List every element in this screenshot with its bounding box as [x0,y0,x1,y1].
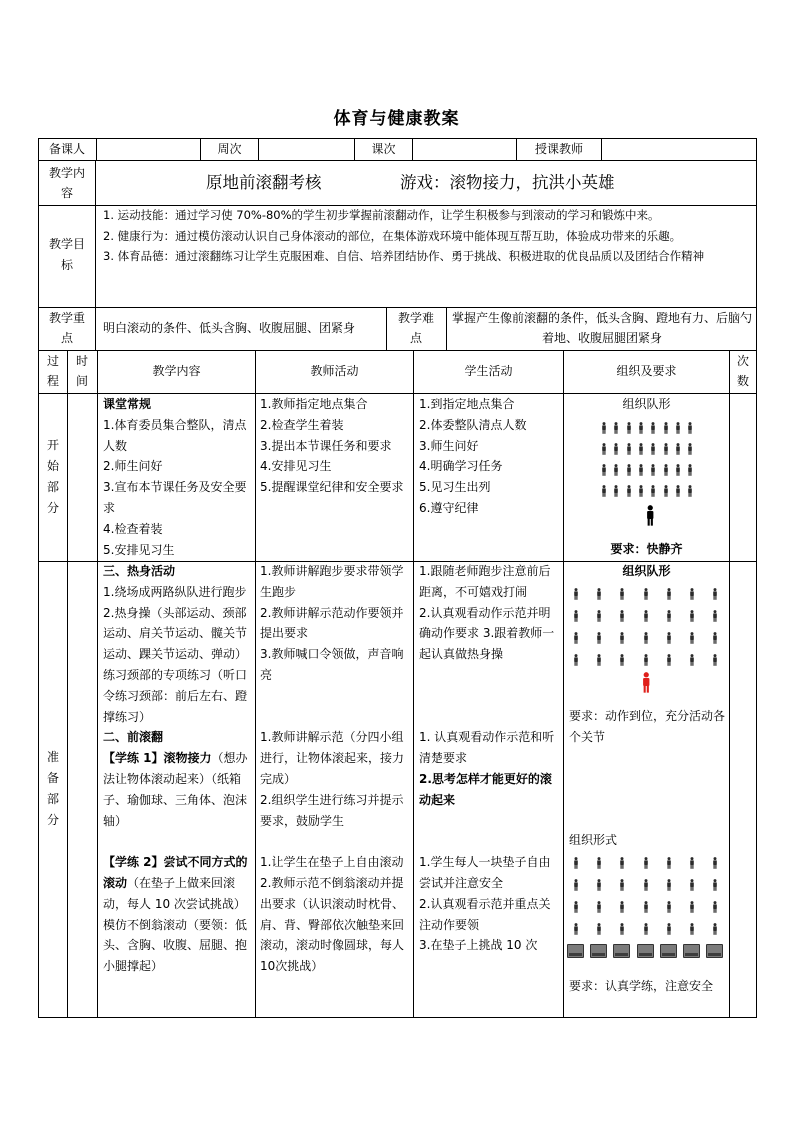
student-figure-icon [613,440,619,459]
student-figure-icon [650,440,656,459]
goal-item: 1. 运动技能：通过学习使 70%-80%的学生初步掌握前滚翻动作，让学生积极参与到滚动的学习和锻炼中来。 [103,208,660,222]
lesson-label: 课次 [371,142,396,156]
header-organization: 组织及要求 [616,364,677,378]
start-student-item: 1.到指定地点集合 [419,397,515,411]
student-figure-icon [619,629,625,648]
start-teacher-item: 3.提出本节课任务和要求 [260,438,392,453]
prep-teacher-item: 1.教师讲解跑步要求带领学生跑步 [260,564,404,599]
start-teacher [260,394,410,560]
student-figure-icon [666,898,672,917]
prep-formation [564,580,729,700]
teacher-figure-icon [641,672,652,697]
goal-item: 2. 健康行为：通过模仿滚动认识自己身体滚动的部位，在集体游戏环境中能体现互帮互助，体验成功带来的乐趣。 [103,228,682,243]
week-label: 周次 [217,142,242,156]
prep-student-item: 2.认真观看示范并重点关注动作要领 [419,896,551,932]
student-figure-icon [689,651,695,670]
content-label: 教学内容 [48,166,85,200]
student-figure-icon [666,854,672,873]
header-count: 次数 [736,354,749,388]
lesson-value [413,139,516,160]
start-org-requirement: 要求：快静齐 [610,542,683,556]
prep-student-item: 3.在垫子上挑战 10 次 [419,938,538,953]
start-student-item: 4.明确学习任务 [419,459,503,474]
mat-icon [660,944,677,958]
student-figure-icon [596,898,602,917]
student-figure-icon [601,482,607,501]
student-figure-icon [666,629,672,648]
section-start-label: 开始部分 [46,438,59,515]
student-figure-icon [643,898,649,917]
student-figure-icon [675,461,681,480]
student-figure-icon [712,876,718,895]
student-figure-icon [675,482,681,501]
student-figure-icon [596,585,602,604]
start-student-item: 5.见习生出列 [419,480,491,495]
student-figure-icon [573,854,579,873]
mat-icon [706,944,723,958]
student-figure-icon [601,419,607,438]
prep-student-item: 1.跟随老师跑步注意前后距离，不可嬉戏打闹 [419,564,551,599]
start-teacher-item: 5.提醒课堂纪律和安全要求 [260,480,404,495]
student-figure-icon [666,651,672,670]
start-content-item: 4.检查着装 [103,521,163,536]
student-figure-icon [613,482,619,501]
student-figure-icon [687,461,693,480]
prep-teacher-item: 3.教师喊口令领做，声音响亮 [260,647,404,682]
start-content-title: 课堂常规 [103,397,152,411]
drill2-extra: 模仿不倒翁滚动（要领：低头、含胸、收腹、屈腿、抱小腿撑起） [103,917,248,974]
student-figure-icon [712,920,718,939]
prep-org-title: 组织队形 [622,564,671,578]
student-figure-icon [619,920,625,939]
prep-student-item: 1. 认真观看动作示范和听清楚要求 [419,730,555,766]
student-figure-icon [638,482,644,501]
student-figure-icon [650,482,656,501]
student-figure-icon [638,461,644,480]
student-figure-icon [687,482,693,501]
student-figure-icon [666,585,672,604]
student-figure-icon [712,854,718,873]
mat-icon [590,944,607,958]
student-figure-icon [596,651,602,670]
teacher-label: 授课教师 [534,142,583,156]
header-teacher: 教师活动 [310,364,359,378]
preparer-label: 备课人 [48,142,85,156]
student-figure-icon [601,440,607,459]
start-teacher-item: 4.安排见习生 [260,459,332,474]
prep-student-item: 2.认真观看动作示范并明确动作要求 3.跟着教师一起认真做热身操 [419,605,555,662]
student-figure-icon [689,629,695,648]
mat-icon [637,944,654,958]
student-figure-icon [596,629,602,648]
start-content [103,394,252,560]
header-time: 时间 [75,354,88,388]
student-figure-icon [712,651,718,670]
student-figure-icon [619,651,625,670]
start-content-item: 5.安排见习生 [103,542,175,557]
student-figure-icon [596,876,602,895]
prep-teacher-item: 1.让学生在垫子上自由滚动 [260,855,404,870]
student-figure-icon [638,440,644,459]
student-figure-icon [712,629,718,648]
student-figure-icon [643,920,649,939]
difficulty-label: 教学难点 [397,311,434,345]
student-figure-icon [712,585,718,604]
start-student-item: 6.遵守纪律 [419,500,479,515]
student-figure-icon [643,854,649,873]
roll-title: 二、前滚翻 [103,730,164,745]
prep-teacher-item: 1.教师讲解示范（分四小组进行，让物体滚起来，接力完成） [260,730,405,786]
student-figure-icon [687,419,693,438]
student-figure-icon [712,607,718,626]
warmup-title: 三、热身活动 [103,564,176,578]
student-figure-icon [619,876,625,895]
start-formation [564,412,729,532]
student-figure-icon [689,854,695,873]
student-figure-icon [663,461,669,480]
header-content: 教学内容 [152,364,201,378]
content-game: 游戏：滚物接力，抗洪小英雄 [400,173,615,192]
student-figure-icon [643,585,649,604]
student-figure-icon [687,440,693,459]
week-value [259,139,354,160]
student-figure-icon [663,440,669,459]
warmup-item: 1.绕场成两路纵队进行跑步 [103,584,247,599]
student-figure-icon [689,585,695,604]
student-figure-icon [573,920,579,939]
drill2-tag: 【学练 2】尝试不同方式的滚动 [103,855,248,890]
prep-teacher-item: 2.教师示范不倒翁滚动并提出要求（认识滚动时枕骨、肩、背、臀部依次触垫来回滚动，滚动时像圆球，每人 10次挑战） [260,875,405,974]
student-figure-icon [689,607,695,626]
student-figure-icon [619,607,625,626]
start-student-item: 2.体委整队清点人数 [419,417,527,432]
drill2-text: （在垫子上做来回滚动，每人 10 次尝试挑战） [103,875,246,911]
student-figure-icon [573,585,579,604]
student-figure-icon [666,607,672,626]
student-figure-icon [643,651,649,670]
student-figure-icon [643,607,649,626]
prep-org-requirement: 要求：动作到位，充分活动各个关节 [569,709,726,744]
start-student-item: 3.师生问好 [419,438,479,453]
key-points-value: 明白滚动的条件、低头含胸、收腹屈腿、团紧身 [103,321,356,335]
student-figure-icon [573,629,579,648]
student-figure-icon [643,876,649,895]
student-figure-icon [689,876,695,895]
mat-icon [683,944,700,958]
student-figure-icon [666,876,672,895]
preparer-value [97,139,200,160]
difficulty-value: 掌握产生像前滚翻的条件，低头含胸、蹬地有力、后脑勺着地、收腹屈腿团紧身 [451,311,752,345]
goals-label: 教学目标 [48,237,85,272]
student-figure-icon [619,854,625,873]
key-points-label: 教学重点 [48,311,85,345]
prep-teacher-item: 2.组织学生进行练习并提示要求，鼓励学生 [260,792,404,828]
student-figure-icon [619,585,625,604]
prep-org-title2: 组织形式 [569,833,618,847]
student-figure-icon [675,419,681,438]
student-figure-icon [666,920,672,939]
start-content-item: 1.体育委员集合整队，清点人数 [103,417,247,453]
start-teacher-item: 2.检查学生着装 [260,417,344,432]
teacher-figure-icon [645,505,656,530]
student-figure-icon [712,898,718,917]
student-figure-icon [638,419,644,438]
header-student: 学生活动 [464,364,513,378]
student-figure-icon [613,419,619,438]
prep-org-requirement2: 要求：认真学练，注意安全 [569,979,714,993]
student-figure-icon [596,607,602,626]
student-figure-icon [663,419,669,438]
student-figure-icon [619,898,625,917]
goal-item: 3. 体育品德：通过滚翻练习让学生克服困难、自信、培养团结协作、勇于挑战、积极进取的优良品质以及团结合作精神 [103,249,705,263]
student-figure-icon [626,419,632,438]
start-student [419,394,561,560]
mat-icon [567,944,584,958]
start-org-title: 组织队形 [622,397,671,411]
prep-student-item: 2.思考怎样才能更好的滚动起来 [419,771,552,807]
teacher-value [602,139,756,160]
page-title: 体育与健康教案 [333,109,460,129]
student-figure-icon [573,607,579,626]
mat-formation [564,850,729,975]
section-prep-label: 准备部分 [46,750,59,827]
student-figure-icon [689,898,695,917]
drill1-text: （想办法让物体滚动起来）（纸箱子、瑜伽球、三角体、泡沫轴） [103,751,248,828]
mat-icon [613,944,630,958]
student-figure-icon [643,629,649,648]
header-process: 过程 [46,354,59,388]
student-figure-icon [650,461,656,480]
student-figure-icon [573,876,579,895]
prep-teacher-item: 2.教师讲解示范动作要领并提出要求 [260,605,404,641]
prep-student-item: 1.学生每人一块垫子自由尝试并注意安全 [419,855,551,890]
student-figure-icon [573,651,579,670]
student-figure-icon [596,920,602,939]
student-figure-icon [626,440,632,459]
drill1-tag: 【学练 1】滚物接力 [103,751,212,766]
student-figure-icon [601,461,607,480]
student-figure-icon [689,920,695,939]
student-figure-icon [650,419,656,438]
prep-content [103,561,253,1017]
prep-teacher [260,561,410,1017]
student-figure-icon [675,440,681,459]
student-figure-icon [613,461,619,480]
content-main: 原地前滚翻考核 [206,173,322,192]
start-teacher-item: 1.教师指定地点集合 [260,397,368,411]
student-figure-icon [626,461,632,480]
start-content-item: 2.师生问好 [103,459,163,474]
goals-list [103,205,753,307]
prep-student [419,561,561,1017]
student-figure-icon [596,854,602,873]
student-figure-icon [626,482,632,501]
student-figure-icon [573,898,579,917]
start-content-item: 3.宣布本节课任务及安全要求 [103,480,247,515]
warmup-item: 2.热身操（头部运动、颈部运动、肩关节运动、髋关节运动、踝关节运动、弹动）练习颈部的专项练习（听口令练习颈部：前后左右、蹬撑练习） [103,605,248,724]
student-figure-icon [663,482,669,501]
